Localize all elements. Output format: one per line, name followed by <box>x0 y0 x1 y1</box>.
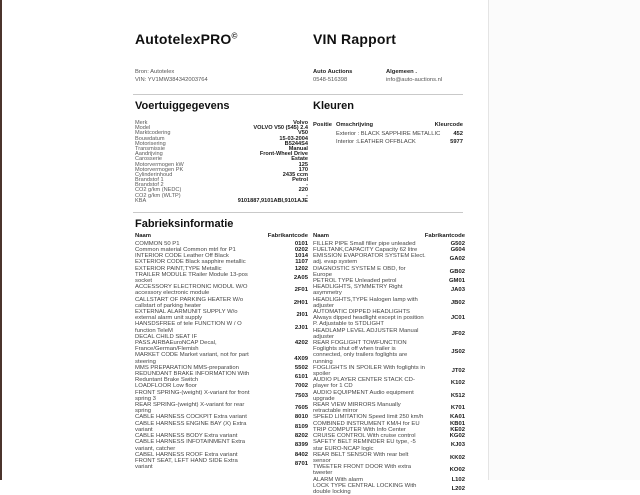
vehicle-data-value: 125 <box>298 161 308 168</box>
factory-item-name: AUDIO EQUIPMENT Audio equipment upgrade <box>313 389 414 402</box>
vehicle-data-value: V50 <box>298 130 308 137</box>
source-info <box>135 69 208 84</box>
factory-item-name: EMISSION EVAPORATOR SYSTEM Elect. adj. evap system <box>313 253 426 266</box>
factory-row <box>313 253 465 265</box>
vehicle-data-label: Merk <box>135 120 148 126</box>
factory-row <box>135 334 308 353</box>
company-phone: 0548-516398 <box>313 76 348 83</box>
vehicle-data-label: Bouwdatum <box>135 135 165 142</box>
factory-item-code: 8010 <box>294 414 308 421</box>
factory-row <box>135 421 308 433</box>
vehicle-data-label: Aandrijving <box>135 151 163 158</box>
factory-table-header <box>313 233 465 239</box>
vehicle-data-value: 170 <box>298 166 308 173</box>
vehicle-data-value: - <box>306 182 308 189</box>
factory-item-name: REAR FOGLIGHT TOWFUNCTION Foglights shut off when trailer is connected, only trailers foglights are running <box>313 340 408 365</box>
factory-item-name: CABLE HARNESS ENGINE BAY (X) Extra variant <box>135 420 247 433</box>
factory-row <box>313 377 465 389</box>
factory-item-code: JF02 <box>451 330 465 337</box>
factory-row <box>135 297 308 309</box>
factory-item-code: 2A05 <box>293 274 308 281</box>
column-header-positie: Positie <box>313 122 333 128</box>
factory-item-name: REAR SPRING-(weight) X-variant for rear spring <box>135 402 245 415</box>
factory-item-code: G502 <box>450 240 465 247</box>
factory-item-name: TWEETER FRONT DOOR With extra tweeter <box>313 464 412 477</box>
colors-table <box>313 121 463 147</box>
contact-email: info@auto-auctions.nl <box>386 76 443 83</box>
brand-title: AutotelexPRO© <box>135 31 238 47</box>
factory-item-code: JA03 <box>450 287 465 294</box>
color-row <box>313 138 463 147</box>
factory-item-code: 8701 <box>294 461 308 467</box>
factory-item-code: JT02 <box>451 367 465 374</box>
factory-item-code: 0202 <box>294 247 308 253</box>
factory-item-code: 8402 <box>294 451 308 458</box>
page-right-border <box>488 0 489 480</box>
factory-item-code: 8399 <box>294 442 308 449</box>
colors-table-header <box>313 121 463 130</box>
source-line: Bron: Autotelex <box>135 69 175 75</box>
page-right-margin <box>489 0 640 480</box>
factory-item-code: KE02 <box>450 426 465 433</box>
factory-item-code: 0101 <box>294 240 308 247</box>
factory-item-name: CABEL HARNESS ROOF Extra variant <box>135 451 238 458</box>
factory-item-name: COMBINED INSTRUMENT KM/H for EU <box>313 420 420 427</box>
factory-item-name: HEADLIGHTS,TYPE Halogen lamp with adjuster <box>313 296 418 309</box>
vehicle-data-value: 9101887,9101ABI,9101AJE <box>237 197 308 204</box>
factory-row <box>313 328 465 340</box>
column-header-naam: Naam <box>313 233 330 239</box>
vehicle-data-value: Manual <box>288 145 308 152</box>
vehicle-data-label: CO2 g/km (WLTP) <box>135 192 181 199</box>
factory-row <box>313 402 465 414</box>
factory-item-name: HEADLIGHTS, SYMMETRY Right asymmetry <box>313 284 403 297</box>
section-title-colors: Kleuren <box>313 100 354 112</box>
factory-row <box>313 309 465 328</box>
factory-item-code: 6101 <box>294 374 308 381</box>
factory-item-name: HANSDSFREE of tele FUNCTION W / O function TeleM <box>135 321 242 334</box>
factory-row <box>313 284 465 296</box>
company-name: Auto Auctions <box>313 69 353 75</box>
vehicle-data-label: Marktcodering <box>135 130 171 137</box>
vehicle-data-value: Estate <box>291 156 308 163</box>
vehicle-data-label: Cylinderinhoud <box>135 171 173 178</box>
color-row <box>313 130 463 139</box>
factory-item-name: DIAGNOSTIC SYSTEM E OBD, for Europe <box>313 265 406 278</box>
factory-row <box>135 458 308 470</box>
factory-item-code: KJ03 <box>450 442 465 449</box>
factory-item-code: 4202 <box>294 340 308 347</box>
factory-table-left <box>135 233 308 470</box>
factory-item-name: TRIP COMPUTER With Info Center <box>313 426 406 433</box>
factory-item-name: ACCESSORY ELECTRONIC MODUL W/O accessory electronic module <box>135 284 248 297</box>
factory-item-name: EXTERIOR CODE Black sapphire metallic <box>135 259 246 266</box>
vehicle-data-value: Petrol <box>292 177 308 184</box>
factory-item-name: EXTERNAL ALARMUNIT SUPPLY W/o external alarm unit supply <box>135 309 238 322</box>
factory-item-code: 4X09 <box>294 355 308 362</box>
vehicle-data-label: Motorisering <box>135 140 166 147</box>
factory-item-name: PETROL TYPE Unleaded petrol <box>313 278 397 285</box>
factory-item-name: AUTOMATIC DIPPED HEADLIGHTS Always dipped headlight except in position P. Adjustable to STDLIGHT <box>313 309 424 328</box>
factory-row <box>135 352 308 364</box>
factory-row <box>135 439 308 451</box>
column-header-fabrikantcode: Fabrikantcode <box>424 233 465 239</box>
factory-item-name: CRUISE CONTROL With cruise control <box>313 433 416 440</box>
vehicle-data-row <box>135 199 308 204</box>
vehicle-data-label: CO2 g/km (NEDC) <box>135 187 182 194</box>
factory-item-code: 2H01 <box>293 299 308 306</box>
color-omschrijving: Exterior : BLACK SAPPHIRE METALLIC <box>336 130 441 137</box>
vehicle-data-label: KBA <box>135 197 147 204</box>
column-header-naam: Naam <box>135 233 152 239</box>
factory-item-code: L102 <box>451 476 465 483</box>
report-title: VIN Rapport <box>313 31 397 47</box>
factory-item-code: KA01 <box>449 414 465 421</box>
factory-item-code: 8109 <box>294 423 308 430</box>
factory-item-name: REAR BELT SENSOR With rear belt sensor <box>313 451 409 464</box>
factory-item-code: 8202 <box>294 433 308 440</box>
vehicle-data-label: Transmissie <box>135 145 165 152</box>
company-info <box>313 69 352 84</box>
factory-item-name: HEADLAMP LEVEL ADJUSTER Manual adjuster <box>313 327 419 340</box>
factory-item-name: LOADFLOOR Low floor <box>135 383 197 390</box>
vehicle-data-value: - <box>306 192 308 199</box>
factory-item-code: 2F01 <box>294 287 308 294</box>
factory-item-code: 5502 <box>294 364 308 371</box>
factory-row <box>135 321 308 333</box>
factory-item-code: K512 <box>450 392 465 399</box>
factory-row <box>135 284 308 296</box>
page-left-edge <box>0 0 2 480</box>
factory-item-name: FRONT SPRING-(weight) X-variant for front spring 3 <box>135 389 250 402</box>
factory-table-header <box>135 233 308 239</box>
factory-item-name: FILLER PIPE Small filler pipe unleaded <box>313 240 416 247</box>
factory-item-name: CABLE HARNESS INFOTAINMENT Extra variant, catcher <box>135 439 246 452</box>
factory-item-name: REDUNDANT BRAKE INFORMATION With Reduntant Brake Switch <box>135 371 250 384</box>
factory-item-name: AUDIO PLAYER CENTER STACK CD-player for 1 CD <box>313 377 415 390</box>
factory-row <box>313 390 465 402</box>
factory-item-code: K701 <box>450 405 465 412</box>
contact-info <box>386 69 442 84</box>
section-title-factory: Fabrieksinformatie <box>135 218 234 230</box>
factory-item-name: CABLE HARNESS COCKPIT Extra variant <box>135 414 247 421</box>
factory-item-name: CALLSTART OF PARKING HEATER W/o callstart of parking heater <box>135 296 244 309</box>
vehicle-data-value: 220 <box>298 187 308 194</box>
factory-item-name: EXTERIOR PAINT,TYPE Metallic <box>135 265 222 272</box>
factory-item-name: SPEED LIMITATION Speed limit 250 km/h <box>313 414 424 421</box>
factory-item-name: CABLE HARNESS BODY Extra variant <box>135 433 238 440</box>
factory-row <box>313 297 465 309</box>
vehicle-data-label: Brandstof 2 <box>135 182 164 189</box>
vehicle-data-label: Carosserie <box>135 156 163 163</box>
factory-row <box>135 390 308 402</box>
factory-item-code: K102 <box>450 380 465 387</box>
factory-item-name: MMS PREPARATION MMS-preparation <box>135 364 239 371</box>
factory-item-code: GA02 <box>449 256 465 263</box>
vehicle-data-value: Volvo <box>293 120 308 126</box>
factory-item-name: LOCK TYPE CENTRAL LOCKING With double locking <box>313 482 417 495</box>
color-kleurcode: 452 <box>453 130 463 137</box>
factory-item-name: FOGLIGHTS IN SPOILER With foglights in spoiler <box>313 364 425 378</box>
factory-item-code: 7605 <box>294 405 308 412</box>
factory-item-code: 2I01 <box>296 312 308 319</box>
factory-row <box>313 340 465 365</box>
factory-item-code: 7503 <box>294 392 308 399</box>
copyright-mark: © <box>231 31 238 41</box>
factory-item-name: INTERIOR CODE Leather Off Black <box>135 253 229 260</box>
factory-item-code: JC01 <box>450 315 465 322</box>
factory-item-name: SAFETY BELT REMINDER EU type, -5 star EURO-NCAP logic <box>313 439 416 452</box>
factory-row <box>313 483 465 495</box>
vehicle-data-label: Model <box>135 125 151 132</box>
vin-line: VIN: YV1MW384342003764 <box>135 76 208 83</box>
column-header-fabrikantcode: Fabrikantcode <box>267 233 308 239</box>
factory-row <box>313 439 465 451</box>
vehicle-data-table <box>135 121 308 204</box>
vehicle-data-label: Motorvermogen PK <box>135 166 184 173</box>
factory-row <box>313 365 465 377</box>
factory-item-code: KK02 <box>449 454 465 461</box>
factory-item-code: G604 <box>450 247 465 253</box>
factory-item-code: 7002 <box>294 383 308 390</box>
factory-row <box>135 272 308 284</box>
header-divider <box>133 94 463 95</box>
factory-row <box>313 266 465 278</box>
vehicle-data-value: VOLVO V50 (545) 2.4 <box>253 125 308 132</box>
factory-table-right <box>313 233 465 495</box>
section-title-vehicle: Voertuiggegevens <box>135 100 230 112</box>
factory-item-name: MARKET CODE Market variant, not for part steering <box>135 352 249 365</box>
vehicle-data-value: Front-Wheel Drive <box>259 151 308 158</box>
contact-label: Algemeen . <box>386 69 417 75</box>
color-omschrijving: Interior :LEATHER OFFBLACK <box>336 139 416 146</box>
factory-item-name: DECAL CHILD SEAT IF PASS.AIRBAEuroNCAP Decal, France/German/Flemish <box>135 333 217 353</box>
section-divider <box>133 212 463 213</box>
factory-row <box>135 371 308 383</box>
factory-item-name: FUELTANK,CAPACITY Capacity 62 litre <box>313 247 418 253</box>
factory-item-code: KG02 <box>449 433 465 440</box>
factory-item-code: L202 <box>451 485 465 492</box>
column-header-kleurcode: Kleurcode <box>434 122 463 128</box>
factory-item-code: KB01 <box>449 420 465 427</box>
factory-item-code: GB02 <box>449 268 465 275</box>
factory-item-code: 1014 <box>294 253 308 260</box>
factory-row <box>313 464 465 476</box>
factory-item-code: JS02 <box>451 349 465 356</box>
factory-item-name: Common material Common mtrl for P1 <box>135 247 236 253</box>
vehicle-data-value: B5244S4 <box>284 140 308 147</box>
vehicle-data-value: 2435 ccm <box>282 171 308 178</box>
vehicle-data-label: Motorvermogen kW <box>135 161 184 168</box>
factory-item-name: REAR VIEW MIRRORS Manually retractable mirror <box>313 402 401 415</box>
factory-item-name: ALARM With alarm <box>313 476 364 483</box>
factory-item-name: TRAILER MODULE TRailer Module 13-pos socket <box>135 271 248 285</box>
factory-item-code: GM01 <box>448 278 465 285</box>
color-kleurcode: 5977 <box>450 139 463 146</box>
factory-item-name: FRONT SEAT, LEFT HAND SIDE Extra variant <box>135 457 238 471</box>
vehicle-data-value: 15-03-2004 <box>279 135 308 142</box>
column-header-omschrijving: Omschrijving <box>336 122 374 128</box>
factory-item-code: 1107 <box>295 259 308 266</box>
factory-item-name: COMMON 50 P1 <box>135 240 180 247</box>
factory-item-code: 1202 <box>294 265 308 272</box>
factory-item-code: KO02 <box>449 467 465 474</box>
factory-item-code: 2J01 <box>294 324 308 331</box>
factory-item-code: JB02 <box>450 299 465 306</box>
factory-row <box>313 452 465 464</box>
factory-row <box>135 309 308 321</box>
vehicle-data-label: Brandstof 1 <box>135 177 164 184</box>
factory-row <box>135 402 308 414</box>
